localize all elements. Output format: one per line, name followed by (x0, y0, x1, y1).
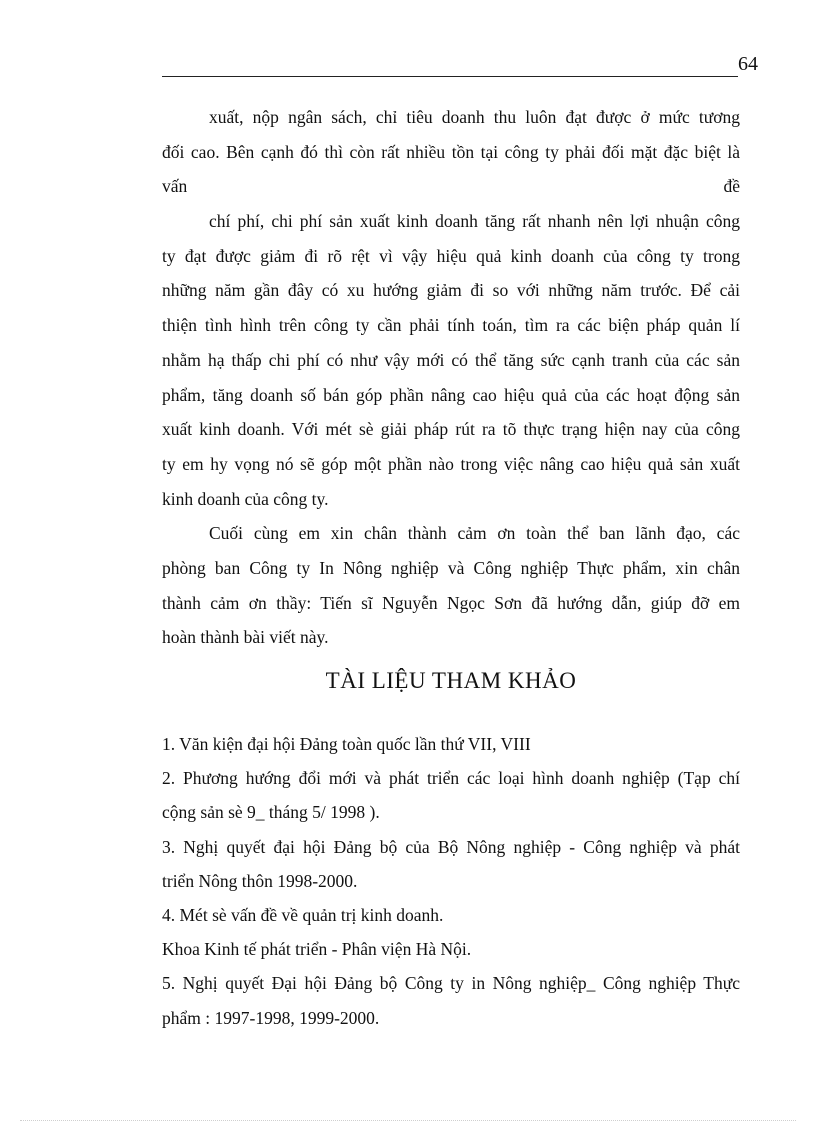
body-line: phẩm, tăng doanh số bán góp phần nâng cao hiệu quả của các hoạt động sản (162, 384, 740, 405)
body-line: Cuối cùng em xin chân thành cảm ơn toàn thể ban lãnh đạo, các (209, 523, 740, 544)
page-content (162, 100, 740, 1035)
reference-line: cộng sản sè 9_ tháng 5/ 1998 ). (162, 802, 380, 823)
body-line: nhằm hạ thấp chi phí có như vậy mới có thể tăng sức cạnh tranh của các sản (162, 349, 740, 370)
body-line: thiện tình hình trên công ty cần phải tính toán, tìm ra các biện pháp quản lí (162, 315, 740, 336)
reference-line: triển Nông thôn 1998-2000. (162, 870, 358, 891)
body-line: đối cao. Bên cạnh đó thì còn rất nhiều tồn tại công ty phải đối mặt đặc biệt là (162, 141, 740, 162)
page-number: 64 (738, 53, 758, 75)
body-text (162, 100, 740, 655)
reference-line: phẩm : 1997-1998, 1999-2000. (162, 1007, 380, 1028)
body-line: chí phí, chi phí sản xuất kinh doanh tăng rất nhanh nên lợi nhuận công (209, 211, 740, 232)
reference-line: 3. Nghị quyết đại hội Đảng bộ của Bộ Nông nghiệp - Công nghiệp và phát (162, 836, 740, 857)
reference-line: Khoa Kinh tế phát triển - Phân viện Hà Nội. (162, 939, 472, 960)
references-title: TÀI LIỆU THAM KHẢO (325, 668, 577, 693)
page-bottom-border (20, 1120, 796, 1121)
references-list (162, 727, 740, 1035)
body-line: vấn đề (162, 176, 740, 197)
body-line: ty đạt được giảm đi rõ rệt vì vậy hiệu quả kinh doanh của công ty trong (162, 245, 740, 266)
body-line: xuất kinh doanh. Với mét sè giải pháp rút ra tõ thực trạng hiện nay của công (162, 419, 740, 440)
reference-line: 4. Mét sè vấn đề về quản trị kinh doanh. (162, 904, 444, 925)
body-line: những năm gần đây có xu hướng giảm đi so với những năm trước. Để cải (162, 280, 740, 301)
reference-line: 5. Nghị quyết Đại hội Đảng bộ Công ty in Nông nghiệp_ Công nghiệp Thực (162, 973, 740, 994)
reference-line: 2. Phương hướng đổi mới và phát triển các loại hình doanh nghiệp (Tạp chí (162, 768, 740, 789)
body-line: thành cảm ơn thầy: Tiến sĩ Nguyễn Ngọc Sơn đã hướng dẫn, giúp đỡ em (162, 592, 740, 613)
body-line: hoàn thành bài viết này. (162, 627, 329, 648)
body-line: ty em hy vọng nó sẽ góp một phần nào trong việc nâng cao hiệu quả sản xuất (162, 453, 740, 474)
body-line: phòng ban Công ty In Nông nghiệp và Công nghiệp Thực phẩm, xin chân (162, 557, 740, 578)
header-rule (162, 76, 738, 77)
reference-line: 1. Văn kiện đại hội Đảng toàn quốc lần thứ VII, VIII (162, 734, 531, 754)
body-line: kinh doanh của công ty. (162, 488, 329, 509)
body-line: xuất, nộp ngân sách, chỉ tiêu doanh thu luôn đạt được ở mức tương (209, 107, 740, 127)
